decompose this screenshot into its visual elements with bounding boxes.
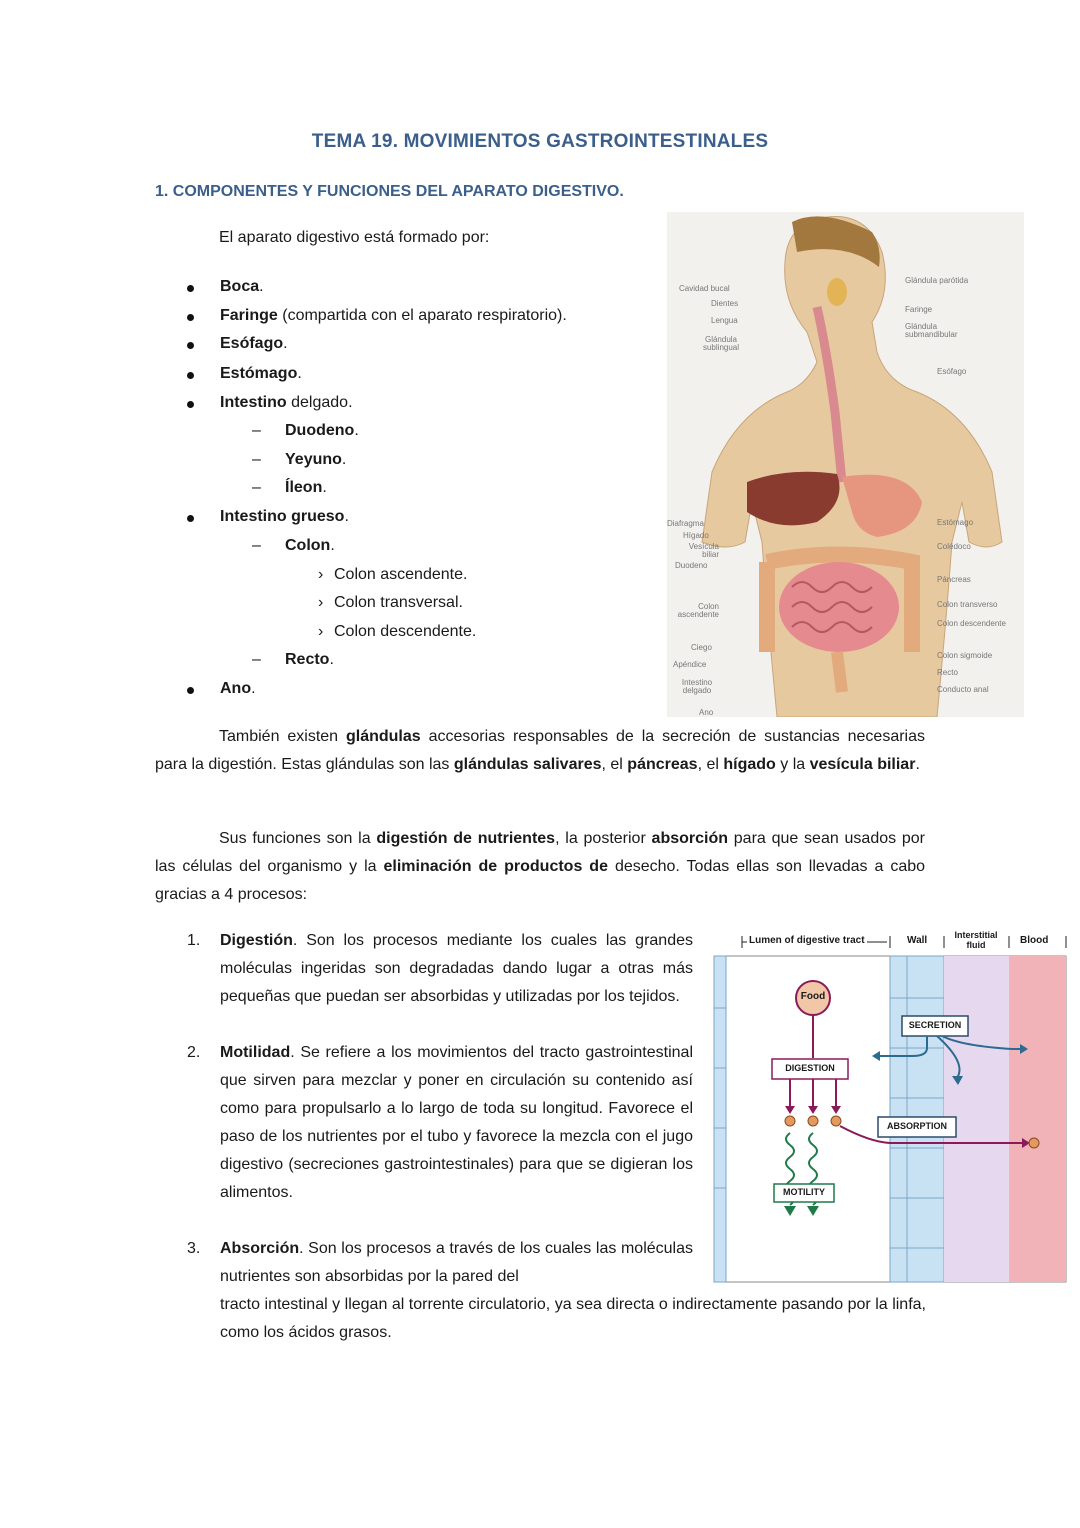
label-ciego: Ciego <box>691 643 712 652</box>
section-heading: 1. COMPONENTES Y FUNCIONES DEL APARATO DIGESTIVO. <box>155 183 624 200</box>
label-glandula-parotida: Glándula parótida <box>905 276 969 285</box>
label-coledoco: Colédoco <box>937 542 971 551</box>
dash-icon: – <box>252 451 261 468</box>
label-estomago: Estómago <box>937 518 974 527</box>
label-cavidad-bucal: Cavidad bucal <box>679 284 730 293</box>
process-item-absorcion-continuation: tracto intestinal y llegan al torrente circulatorio, ya sea directa o indirectamente pasando por la linfa, como los ácidos grasos. <box>220 1296 926 1341</box>
dash-icon: – <box>252 422 261 439</box>
process-item-absorcion: 3. Absorción. Son los procesos a través de los cuales las moléculas nutrientes son absorbidas por la pared del <box>187 1240 693 1285</box>
list-item-ileon: – Íleon. <box>252 479 327 496</box>
process-item-motilidad: 2. Motilidad. Se refiere a los movimientos del tracto gastrointestinal que sirven para mezclar y poner en circulación su contenido así como para propulsarlo a lo largo de toda su longitud. Favorece el paso de los nutrientes por el tubo y favorece la mezcla con el jugo digestivo (secreciones gastrointestinales) para que se digieran los alimentos. <box>187 1044 693 1201</box>
motility-label: MOTILITY <box>783 1187 825 1197</box>
list-item-intestino-delgado: Intestino delgado. <box>220 394 353 412</box>
intro-text: El aparato digestivo está formado por: <box>219 229 490 246</box>
list-item-intestino-grueso: Intestino grueso. <box>220 508 349 526</box>
label-lengua: Lengua <box>711 316 738 325</box>
list-item-duodeno: – Duodeno. <box>252 422 359 439</box>
list-item-colon: – Colon. <box>252 537 335 554</box>
label-colon-sigmoide: Colon sigmoide <box>937 651 993 660</box>
label-vesicula-biliar: Vesícula biliar <box>688 542 719 559</box>
label-conducto-anal: Conducto anal <box>937 685 989 694</box>
label-colon-ascendente: Colon ascendente <box>677 602 719 619</box>
label-intestino-delgado: Intestino delgado <box>681 678 713 695</box>
label-glandula-sublingual: Glándula sublingual <box>702 335 740 352</box>
header-lumen: Lumen of digestive tract <box>749 935 865 946</box>
list-item-recto: – Recto. <box>252 651 334 668</box>
food-label: Food <box>800 991 826 1002</box>
dash-icon: – <box>252 651 261 668</box>
list-item-estomago: Estómago. <box>220 365 302 383</box>
process-item-digestion: 1. Digestión. Son los procesos mediante los cuales las grandes moléculas ingeridas son degradadas dando lugar a otras más pequeñas que puedan ser absorbidas y utilizadas por los tejidos. <box>187 932 693 1005</box>
header-interstitial-fluid: Interstitial fluid <box>945 930 1007 950</box>
chevron-right-icon: › <box>318 566 324 583</box>
bullet-icon <box>187 687 194 694</box>
list-item-colon-descendente: › Colon descendente. <box>318 623 477 640</box>
page-title: TEMA 19. MOVIMIENTOS GASTROINTESTINALES <box>311 131 769 152</box>
label-pancreas: Páncreas <box>937 575 971 584</box>
list-item-boca: Boca. <box>220 278 264 296</box>
secretion-label: SECRETION <box>908 1020 962 1030</box>
label-glandula-submandibular: Glándula submandibular <box>905 322 958 339</box>
bullet-icon <box>187 342 194 349</box>
label-esofago: Esófago <box>937 367 967 376</box>
label-diafragma: Diafragma <box>667 519 704 528</box>
dash-icon: – <box>252 537 261 554</box>
label-higado: Hígado <box>683 531 709 540</box>
dash-icon: – <box>252 479 261 496</box>
absorption-label: ABSORPTION <box>886 1121 947 1131</box>
paragraph-glandulas: También existen glándulas accesorias responsables de la secreción de sustancias necesarias para la digestión. Estas glándulas son las glándulas salivares, el páncreas, el hígado y la vesícula biliar. <box>155 728 926 773</box>
label-dientes: Dientes <box>711 299 739 308</box>
bullet-icon <box>187 515 194 522</box>
list-item-yeyuno: – Yeyuno. <box>252 451 347 468</box>
chevron-right-icon: › <box>318 623 324 640</box>
anatomy-figure <box>667 212 1024 717</box>
list-item-faringe: Faringe (compartida con el aparato respiratorio). <box>220 307 567 325</box>
label-apendice: Apéndice <box>673 660 707 669</box>
chevron-right-icon: › <box>318 594 324 611</box>
label-recto: Recto <box>937 668 958 677</box>
paragraph-funciones: Sus funciones son la digestión de nutrientes, la posterior absorción para que sean usados por las células del organismo y la eliminación de productos de desecho. Todas ellas son llevadas a cabo gracias a 4 procesos: <box>155 830 926 903</box>
label-colon-transverso: Colon transverso <box>937 600 998 609</box>
digestive-process-diagram <box>712 928 1068 1284</box>
list-item-colon-transversal: › Colon transversal. <box>318 594 463 611</box>
label-duodeno: Duodeno <box>675 561 708 570</box>
list-item-esofago: Esófago. <box>220 335 288 353</box>
list-item-ano: Ano. <box>220 680 256 698</box>
header-blood: Blood <box>1020 935 1049 946</box>
header-wall: Wall <box>907 935 928 946</box>
label-ano: Ano <box>699 708 714 717</box>
label-faringe: Faringe <box>905 305 933 314</box>
bullet-icon <box>187 285 194 292</box>
process-diagram-svg <box>712 928 1068 1284</box>
list-item-colon-ascendente: › Colon ascendente. <box>318 566 468 583</box>
bullet-icon <box>187 372 194 379</box>
label-colon-descendente: Colon descendente <box>937 619 1006 628</box>
bullet-icon <box>187 314 194 321</box>
digestion-label: DIGESTION <box>785 1063 835 1073</box>
bullet-icon <box>187 401 194 408</box>
